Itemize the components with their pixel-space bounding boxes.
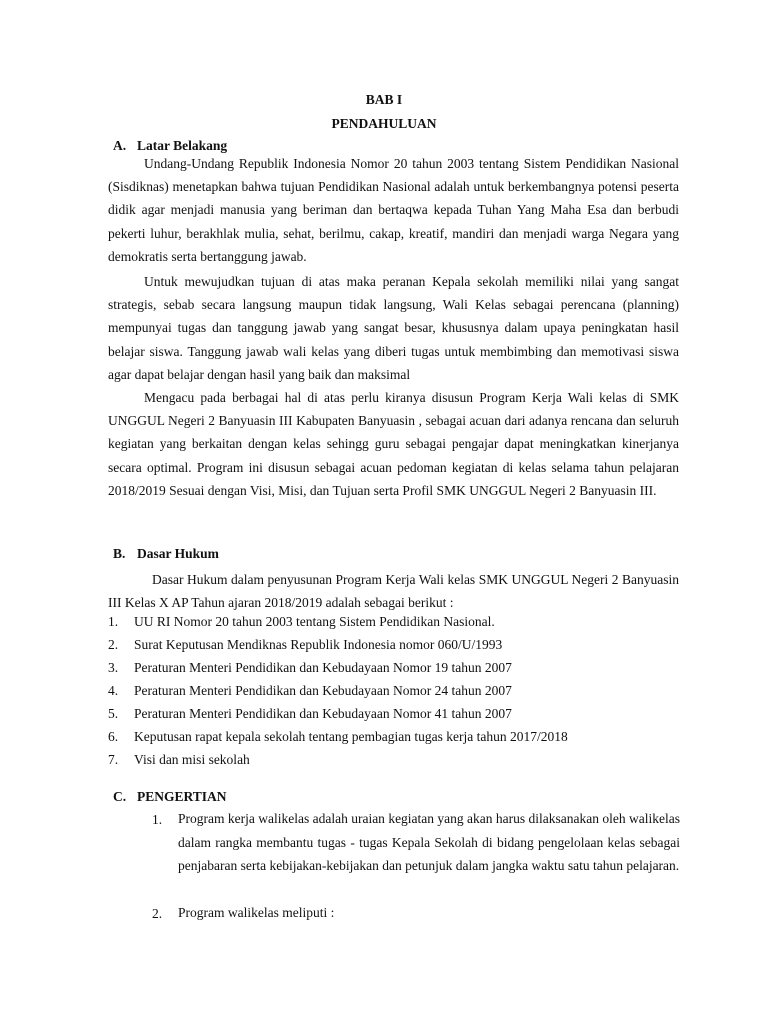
section-a-letter: A. <box>113 138 127 153</box>
list-item: 3. Peraturan Menteri Pendidikan dan Kebudayaan Nomor 19 tahun 2007 <box>108 660 512 675</box>
list-item: 1. UU RI Nomor 20 tahun 2003 tentang Sistem Pendidikan Nasional. <box>108 614 495 629</box>
section-c-heading <box>113 789 227 805</box>
section-a-paragraph-1: Undang-Undang Republik Indonesia Nomor 20 tahun 2003 tentang Sistem Pendidikan Nasional (Sisdiknas) menetapkan bahwa tujuan Pendidikan Nasional adalah untuk berkembangnya potensi peserta didik agar menjadi manusia yang beriman dan bertaqwa kepada Tuhan Yang Maha Esa dan berbudi pekerti luhur, berakhlak mulia, sehat, berilmu, cakap, kreatif, mandiri dan menjadi warga Negara yang demokratis serta bertanggung jawab. <box>108 156 679 264</box>
chapter-title: BAB I <box>365 92 403 107</box>
list-item: 5. Peraturan Menteri Pendidikan dan Kebudayaan Nomor 41 tahun 2007 <box>108 706 512 721</box>
list-item: 6. Keputusan rapat kepala sekolah tentang pembagian tugas kerja tahun 2017/2018 <box>108 729 568 744</box>
document-page: BAB I PENDAHULUAN A. Latar Belakang Undang-Undang Republik Indonesia Nomor 20 tahun 2003 tentang Sistem Pendidikan Nasional (Sisdiknas) menetapkan bahwa tujuan Pendidikan Nasional adalah untuk berkembangnya potensi peserta didik agar menjadi manusia yang beriman dan bertaqwa kepada Tuhan Yang Maha Esa dan berbudi pekerti luhur, berakhlak mulia, sehat, berilmu, cakap, kreatif, mandiri dan menjadi warga Negara yang demokratis serta bertanggung jawab. Untuk mewujudkan tujuan di atas maka peranan Kepala sekolah memiliki nilai yang sangat strategis, sebab secara langsung maupun tidak langsung, Wali Kelas sebagai perencana (planning) mempunyai tugas dan tanggung jawab yang sangat besar, khususnya dalam upaya peningkatan hasil belajar siswa. Tanggung jawab wali kelas yang diberi tugas untuk membimbing dan memotivasi siswa agar dapat belajar dengan hasil yang baik dan maksimal Mengacu pada berbagai hal di atas perlu kiranya disusun Program Kerja Wali kelas di SMK UNGGUL Negeri 2 Banyuasin III Kabupaten Banyuasin , sebagai acuan dari adanya rencana dan seluruh kegiatan yang berkaitan dengan kelas sehingg guru sebagai pengajar dapat meningkatkan kinerjanya secara optimal. Program ini disusun sebagai acuan pedoman kegiatan di kelas selama tahun pelajaran 2018/2019 Sesuai dengan Visi, Misi, dan Tujuan serta Profil SMK UNGGUL Negeri 2 Banyuasin III. B. Dasar Hukum Dasar Hukum dalam penyusunan Program Kerja Wali kelas SMK UNGGUL Negeri 2 Banyuasin III Kelas X AP Tahun ajaran 2018/2019 adalah sebagai berikut : 1. UU RI Nomor 20 tahun 2003 tentang Sistem Pendidikan Nasional. 2. Surat Keputusan Mendiknas Republik Indonesia nomor 060/U/1993 3. Peraturan Menteri Pendidikan dan Kebudayaan Nomor 19 tahun 2007 4. Peraturan Menteri Pendidikan dan Kebudayaan Nomor 24 tahun 2007 5. Peraturan Menteri Pendidikan dan Kebudayaan Nomor 41 tahun 2007 6. Keputusan rapat kepala sekolah tentang pembagian tugas kerja tahun 2017/2018 7. Visi dan misi sekolah C. PENGERTIAN 1. Program kerja walikelas adalah uraian kegiatan yang akan harus dilaksanakan oleh walikelas dalam rangka membantu tugas - tugas Kepala Sekolah di bidang pengelolaan kelas sebagai penjabaran serta kebijakan-kebijakan dan petunjuk dalam jangka waktu satu tahun pelajaran. 2. Program walikelas meliputi : <box>0 0 768 1024</box>
section-b-intro: Dasar Hukum dalam penyusunan Program Kerja Wali kelas SMK UNGGUL Negeri 2 Banyuasin III Kelas X AP Tahun ajaran 2018/2019 adalah sebagai berikut : <box>108 572 679 611</box>
section-b-letter: B. <box>113 546 126 561</box>
section-a-paragraph-2: Untuk mewujudkan tujuan di atas maka peranan Kepala sekolah memiliki nilai yang sangat strategis, sebab secara langsung maupun tidak langsung, Wali Kelas sebagai perencana (planning) mempunyai tugas dan tanggung jawab yang sangat besar, khususnya dalam upaya peningkatan hasil belajar siswa. Tanggung jawab wali kelas yang diberi tugas untuk membimbing dan memotivasi siswa agar dapat belajar dengan hasil yang baik dan maksimal <box>108 274 679 382</box>
section-c-title: PENGERTIAN <box>137 789 227 804</box>
chapter-subtitle: PENDAHULUAN <box>331 116 437 131</box>
section-b-heading <box>113 546 219 562</box>
list-item: 4. Peraturan Menteri Pendidikan dan Kebudayaan Nomor 24 tahun 2007 <box>108 683 512 698</box>
section-a-title: Latar Belakang <box>137 138 228 153</box>
section-c-letter: C. <box>113 789 127 804</box>
section-a-paragraph-3: Mengacu pada berbagai hal di atas perlu kiranya disusun Program Kerja Wali kelas di SMK UNGGUL Negeri 2 Banyuasin III Kabupaten Banyuasin , sebagai acuan dari adanya rencana dan seluruh kegiatan yang berkaitan dengan kelas sehingg guru sebagai pengajar dapat meningkatkan kinerjanya secara optimal. Program ini disusun sebagai acuan pedoman kegiatan di kelas selama tahun pelajaran 2018/2019 Sesuai dengan Visi, Misi, dan Tujuan serta Profil SMK UNGGUL Negeri 2 Banyuasin III. <box>108 390 679 498</box>
section-b-title: Dasar Hukum <box>137 546 219 561</box>
list-item: 7. Visi dan misi sekolah <box>108 752 250 767</box>
list-item: 2. Surat Keputusan Mendiknas Republik Indonesia nomor 060/U/1993 <box>108 637 503 652</box>
